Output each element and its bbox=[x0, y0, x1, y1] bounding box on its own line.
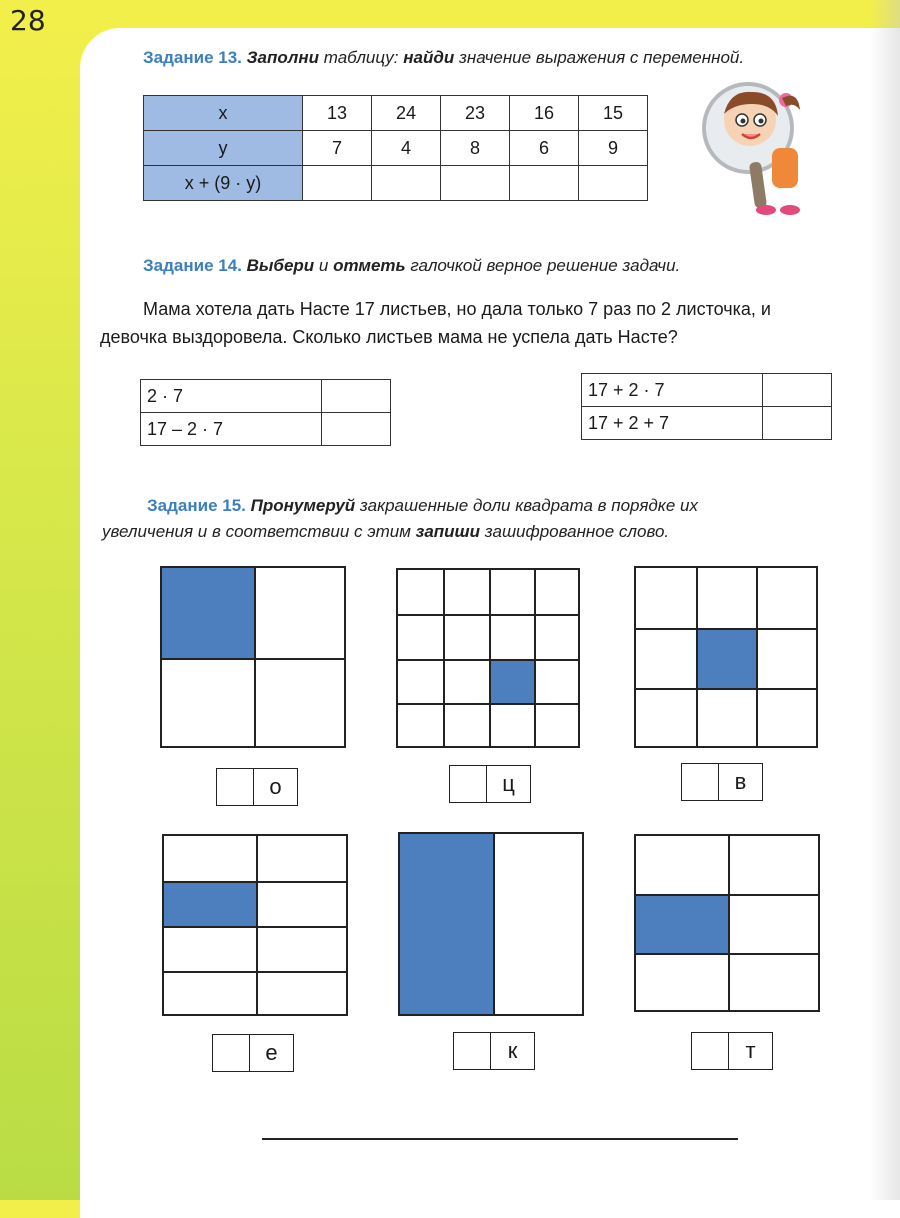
shaded-part bbox=[400, 834, 493, 1014]
answer-cell[interactable] bbox=[303, 166, 372, 201]
option-expression: 2 · 7 bbox=[141, 380, 322, 413]
table-row bbox=[144, 131, 648, 166]
fraction-square-6 bbox=[634, 834, 820, 1012]
task13-table bbox=[143, 95, 648, 201]
task15-word2: закрашенные доли квадрата в порядке их bbox=[359, 496, 698, 515]
letter-label: к bbox=[491, 1032, 535, 1070]
answer-box-o bbox=[216, 768, 298, 806]
task14-label: Задание 14. bbox=[143, 256, 242, 275]
answer-cell[interactable] bbox=[372, 166, 441, 201]
girl-magnifier-illustration bbox=[690, 70, 830, 220]
row-label-x: x bbox=[144, 96, 303, 131]
task15-word1: Пронумеруй bbox=[250, 496, 356, 515]
letter-label: о bbox=[254, 768, 298, 806]
number-input-box[interactable] bbox=[681, 763, 719, 801]
option-expression: 17 + 2 · 7 bbox=[582, 374, 763, 407]
checkbox-cell[interactable] bbox=[322, 380, 391, 413]
task15-line2a: увеличения и в соответствии с этим bbox=[102, 522, 411, 541]
answer-box-e bbox=[212, 1034, 294, 1072]
fraction-square-3 bbox=[634, 566, 818, 748]
task14-title bbox=[143, 256, 680, 276]
row-label-y: y bbox=[144, 131, 303, 166]
x-value: 24 bbox=[372, 96, 441, 131]
task13-word4: значение выражения с переменной. bbox=[459, 48, 745, 67]
row-label-expression: x + (9 · y) bbox=[144, 166, 303, 201]
task15-label: Задание 15. bbox=[147, 496, 246, 515]
task13-word2: таблицу: bbox=[323, 48, 399, 67]
number-input-box[interactable] bbox=[691, 1032, 729, 1070]
answer-box-k bbox=[453, 1032, 535, 1070]
page-binding-shadow bbox=[870, 0, 900, 1200]
number-input-box[interactable] bbox=[212, 1034, 250, 1072]
task13-title bbox=[143, 48, 744, 68]
y-value: 9 bbox=[579, 131, 648, 166]
checkbox-cell[interactable] bbox=[322, 413, 391, 446]
shaded-part bbox=[162, 568, 254, 658]
table-row bbox=[144, 166, 648, 201]
shaded-part bbox=[489, 659, 534, 703]
task13-word3: найди bbox=[403, 48, 455, 67]
table-row bbox=[144, 96, 648, 131]
task14-word2: и bbox=[318, 256, 329, 275]
task13-label: Задание 13. bbox=[143, 48, 242, 67]
answer-box-t bbox=[691, 1032, 773, 1070]
task15-word3: запиши bbox=[415, 522, 481, 541]
number-input-box[interactable] bbox=[216, 768, 254, 806]
task14-options-left bbox=[140, 379, 391, 446]
encoded-word-answer-line[interactable] bbox=[262, 1138, 738, 1140]
answer-box-ts bbox=[449, 765, 531, 803]
answer-cell[interactable] bbox=[579, 166, 648, 201]
fraction-square-5 bbox=[398, 832, 584, 1016]
task13-word1: Заполни bbox=[246, 48, 319, 67]
task14-problem-line1: Мама хотела дать Насте 17 листьев, но дала только 7 раз по 2 листочка, и bbox=[143, 299, 771, 319]
option-expression: 17 + 2 + 7 bbox=[582, 407, 763, 440]
task15-title-line1 bbox=[147, 496, 877, 516]
option-expression: 17 – 2 · 7 bbox=[141, 413, 322, 446]
checkbox-cell[interactable] bbox=[763, 407, 832, 440]
fraction-square-4 bbox=[162, 834, 348, 1016]
number-input-box[interactable] bbox=[453, 1032, 491, 1070]
x-value: 13 bbox=[303, 96, 372, 131]
shaded-part bbox=[696, 628, 756, 688]
task15-title-line2 bbox=[102, 522, 669, 542]
task14-problem-line2: девочка выздоровела. Сколько листьев мама не успела дать Насте? bbox=[100, 327, 678, 347]
task14-options-right bbox=[581, 373, 832, 440]
x-value: 16 bbox=[510, 96, 579, 131]
task15-line2b: зашифрованное слово. bbox=[484, 522, 670, 541]
x-value: 15 bbox=[579, 96, 648, 131]
answer-box-v bbox=[681, 763, 763, 801]
y-value: 6 bbox=[510, 131, 579, 166]
task14-word4: галочкой верное решение задачи. bbox=[410, 256, 681, 275]
page-number: 28 bbox=[10, 4, 46, 37]
fraction-square-1 bbox=[160, 566, 346, 748]
checkbox-cell[interactable] bbox=[763, 374, 832, 407]
shaded-part bbox=[636, 894, 728, 953]
shaded-part bbox=[164, 881, 256, 926]
letter-label: т bbox=[729, 1032, 773, 1070]
x-value: 23 bbox=[441, 96, 510, 131]
y-value: 8 bbox=[441, 131, 510, 166]
y-value: 7 bbox=[303, 131, 372, 166]
fraction-square-2 bbox=[396, 568, 580, 748]
letter-label: ц bbox=[487, 765, 531, 803]
y-value: 4 bbox=[372, 131, 441, 166]
task14-word3: отметь bbox=[333, 256, 406, 275]
answer-cell[interactable] bbox=[441, 166, 510, 201]
answer-cell[interactable] bbox=[510, 166, 579, 201]
task14-word1: Выбери bbox=[246, 256, 315, 275]
letter-label: в bbox=[719, 763, 763, 801]
letter-label: е bbox=[250, 1034, 294, 1072]
number-input-box[interactable] bbox=[449, 765, 487, 803]
